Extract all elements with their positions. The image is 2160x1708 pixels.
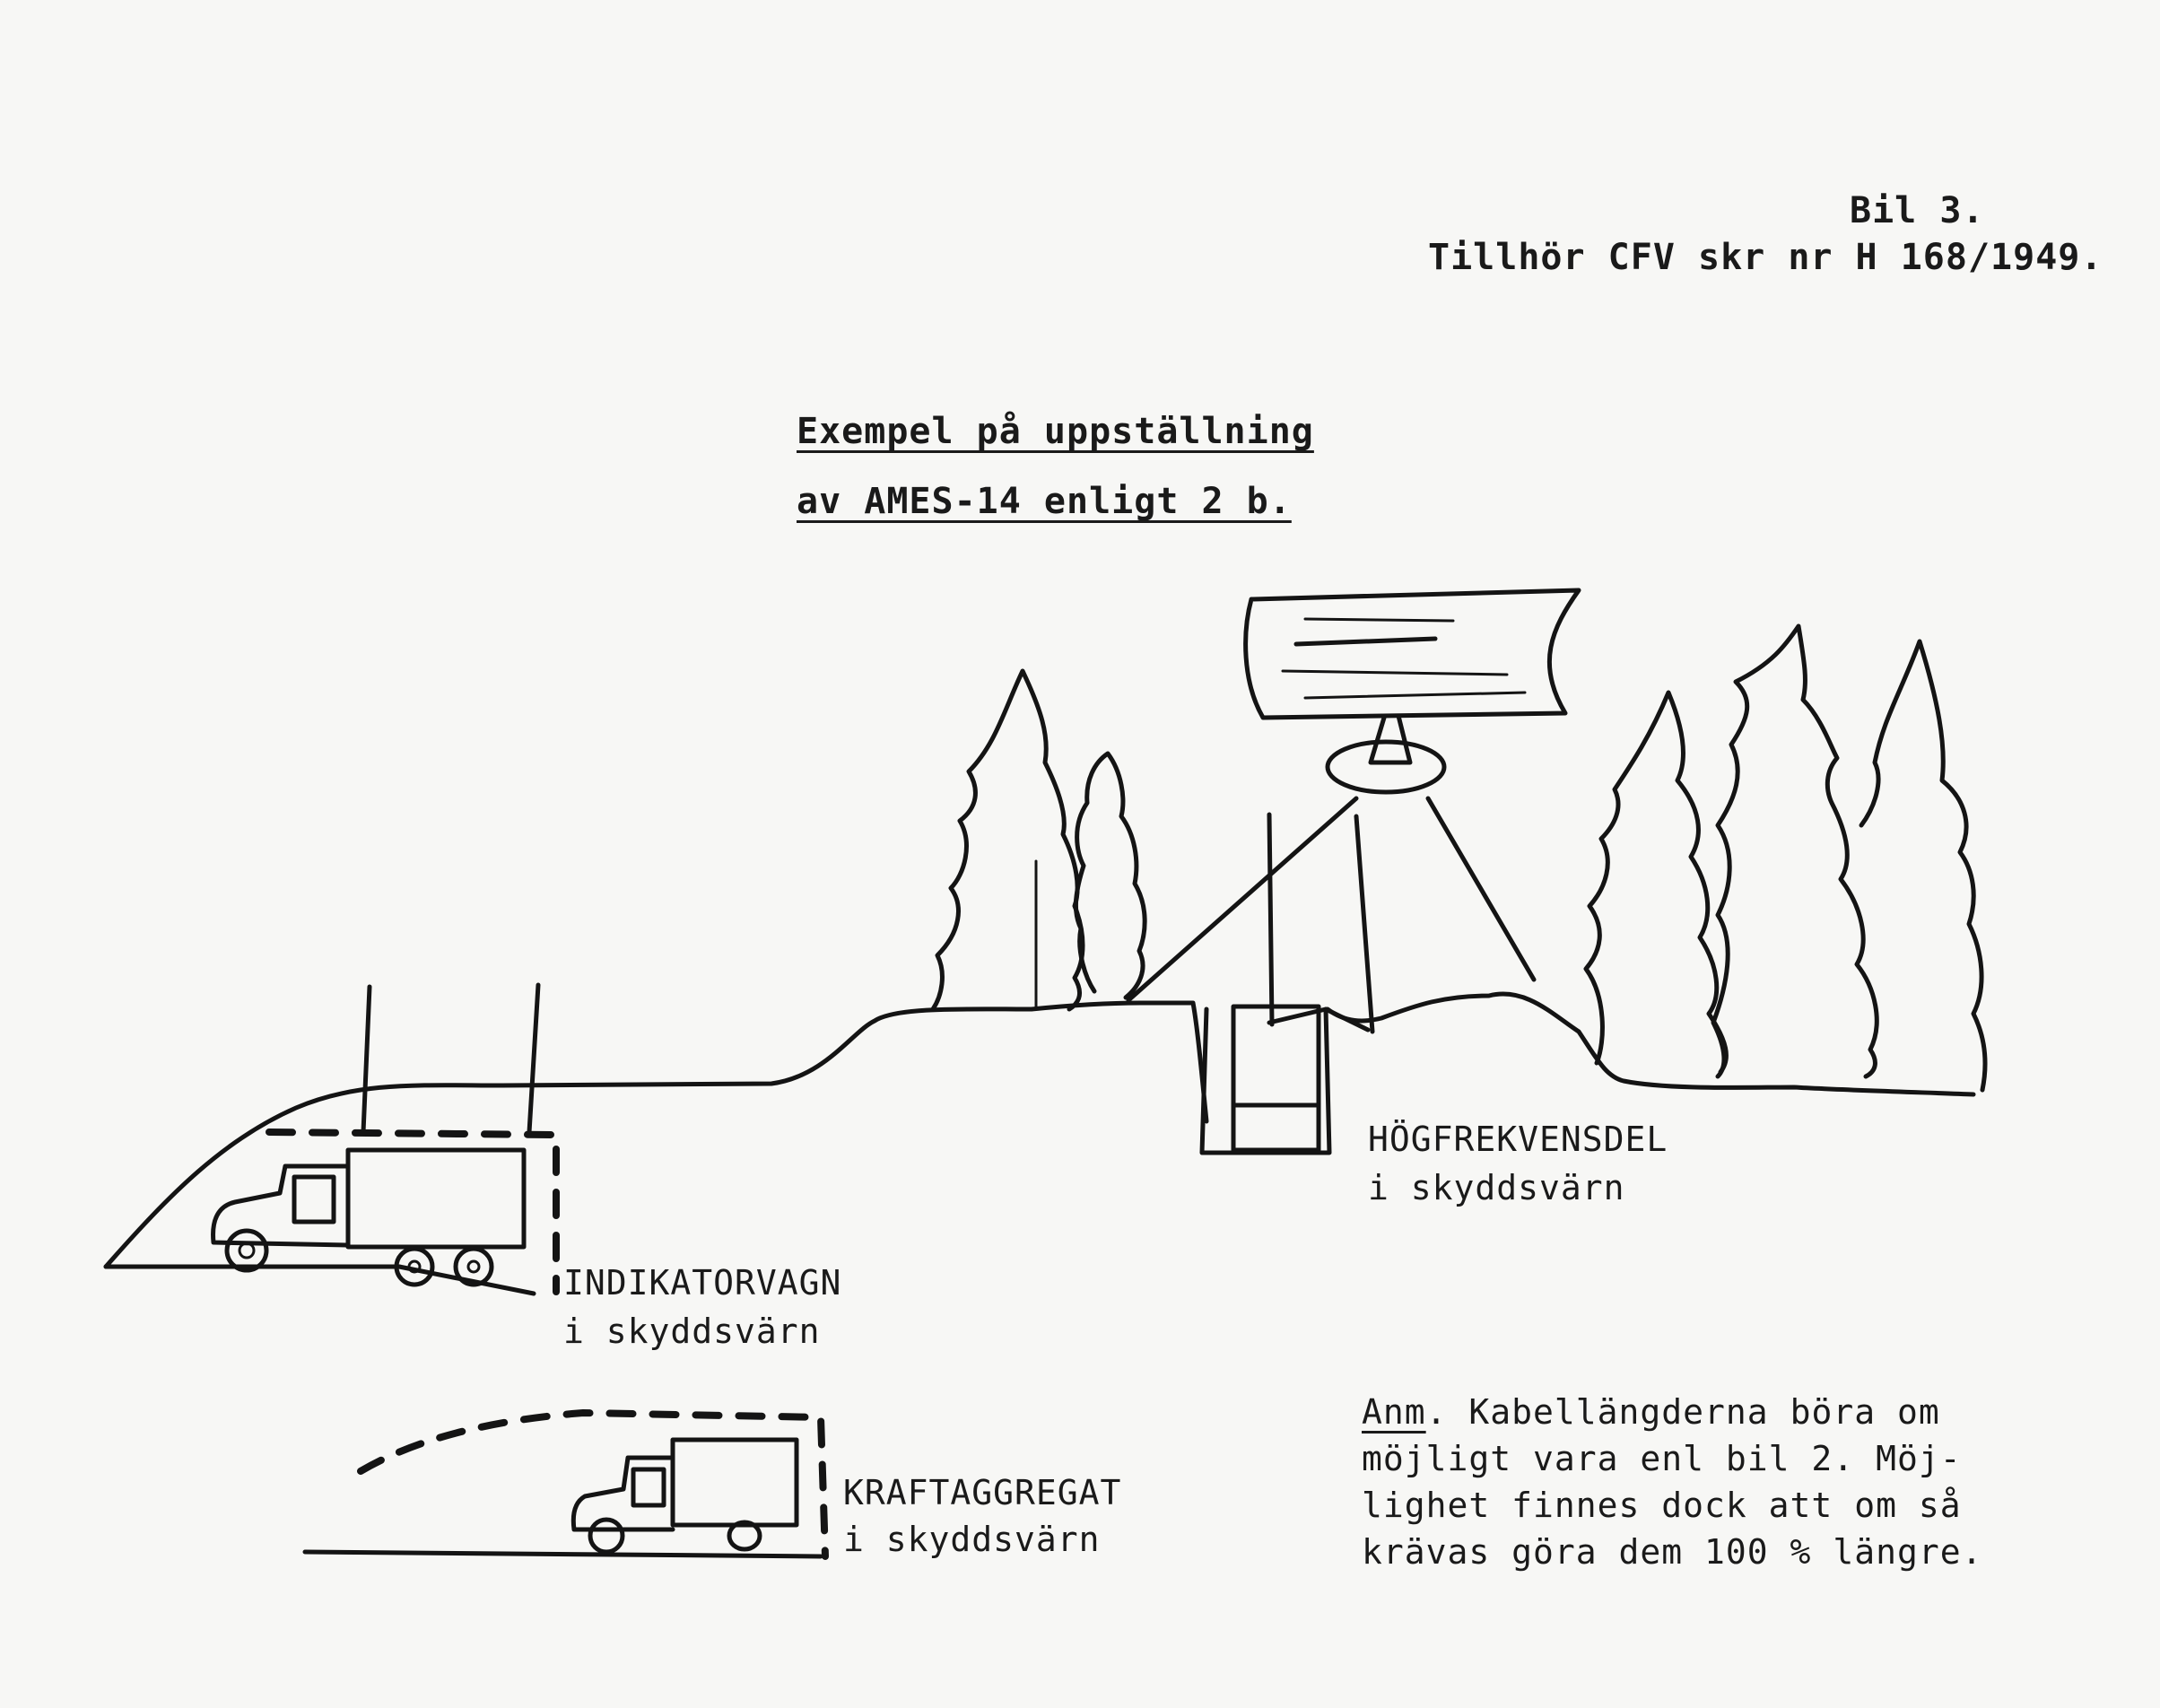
power-unit-label <box>843 1473 1121 1559</box>
diagram-title-line1: Exempel på uppställning <box>797 411 1314 452</box>
diagram-title-line2: av AMES-14 enligt 2 b. <box>797 481 1292 522</box>
note-line1 <box>1362 1389 1982 1435</box>
hf-unit-label-line1: HÖGFREKVENSDEL <box>1368 1120 1668 1159</box>
spruce-tree-icon <box>933 671 1083 1009</box>
indicator-mast-right <box>529 985 538 1132</box>
spruce-tree-icon <box>1076 754 1145 998</box>
note-line2: möjligt vara enl bil 2. Möj- <box>1362 1439 1962 1478</box>
note-line4: krävas göra dem 100 % längre. <box>1362 1532 1983 1572</box>
hf-unit-label-line2: i skyddsvärn <box>1368 1168 1625 1207</box>
indicator-mast-left <box>363 987 370 1132</box>
indicator-label <box>563 1263 841 1351</box>
note-line1-text: . Kabellängderna böra om <box>1425 1392 1940 1432</box>
spruce-tree-icon <box>1713 626 1877 1076</box>
power-unit-label-line1: KRAFTAGGREGAT <box>843 1473 1122 1512</box>
hf-unit-label <box>1368 1120 1668 1207</box>
indicator-label-line2: i skyddsvärn <box>563 1312 821 1351</box>
note-block <box>1362 1389 1982 1575</box>
power-unit-label-line2: i skyddsvärn <box>843 1520 1101 1559</box>
note-line3: lighet finnes dock att om så <box>1362 1486 1962 1525</box>
truck-icon <box>573 1440 797 1552</box>
power-bunker-floor <box>305 1552 821 1556</box>
spruce-tree-icon <box>1586 693 1726 1072</box>
radar-antenna-icon <box>1128 590 1579 1032</box>
attachment-number: Bil 3. <box>1850 190 1985 231</box>
document-reference: Tillhör CFV skr nr H 168/1949. <box>1428 237 2103 278</box>
indicator-label-line1: INDIKATORVAGN <box>563 1263 842 1303</box>
note-prefix: Anm <box>1362 1392 1426 1432</box>
hf-bunker <box>1202 1006 1329 1153</box>
spruce-tree-icon <box>1861 641 1985 1090</box>
